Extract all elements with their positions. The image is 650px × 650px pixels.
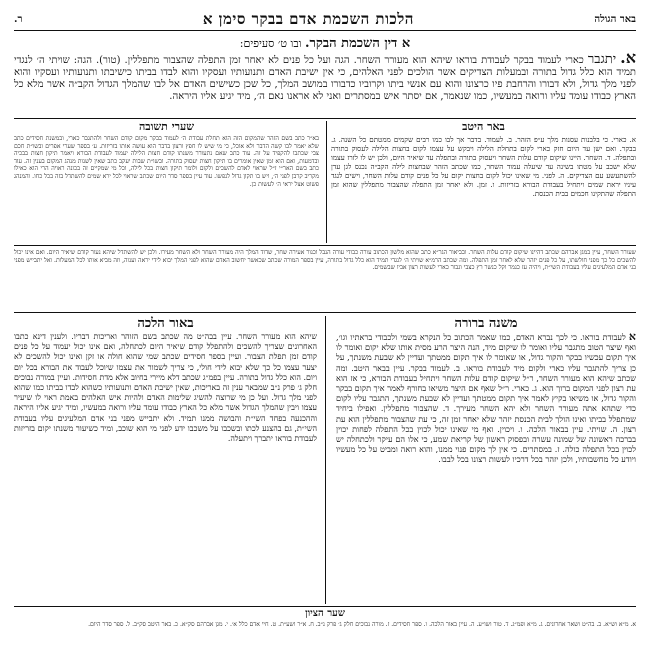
divider bbox=[14, 118, 636, 119]
running-header bbox=[14, 8, 636, 31]
column-divider bbox=[326, 121, 327, 243]
page-mark: ר. bbox=[14, 13, 23, 25]
page-title: הלכות השכמת אדם בבקר סימן א bbox=[202, 9, 414, 28]
biur-halacha-text: שיהא הוא מעורר השחר. עיין בבה״ט מה שכתב בשם הזוהר ואריכות דבריו. ולענין דינא כתבו האחרונים שצריך להשכים ולהתפלל קודם שיאיר היום לכתחלה, ואם אינו יכול יעמוד על כל פנים קודם זמן תפלת הצבור. ועיין בספר חסידים שכתב שמי שהוא חולה או זקן ואינו יכול להשכים לא יצער עצמו כל כך שלא יבוא לידי חולי, כי צריך לשמור את עצמו שיוכל לעבוד את הבורא בכל יום ויום. הוא כלל גדול בתורה. עיין בפמ״ג שכתב דלא מיירי בחיוב אלא מדת חסידות. ועיין במורה נבוכים חלק ג׳ פרק נ״ב שמבאר ענין זה באריכות, שאין ישיבת האדם ותנועותיו כשהוא לבדו בביתו כמו שהוא לפני מלך גדול. ועל כן מי שרוצה להשיג שלימות האדם ולהיות איש האלהים באמת ראוי לו שיעיר עצמו ויבין שהמלך הגדול אשר מלא כל הארץ כבודו עומד עליו ורואה במעשיו, ומיד יגיע אליו היראה וההכנעה בפחד השי״ת והבושה ממנו תמיד. ולא יתבייש מפני בני אדם המלעיגים עליו בעבודת השי״ת, גם בהצנע לכתו ובשכבו על משכבו ידע לפני מי הוא שוכב, ומיד כשיעור משנתו יקום בזריזות לעבודת בוראו יתברך ויתעלה. bbox=[14, 332, 317, 444]
mishna-berura-text bbox=[336, 332, 636, 602]
main-text bbox=[14, 48, 636, 103]
divider bbox=[14, 606, 636, 607]
mishna-berura-title: משנה ברורה bbox=[454, 316, 518, 331]
main-body: כארי לעמוד בבקר לעבודת בוראו שיהא הוא מעורר השחר. הגה ועל כל פנים לא יאחר זמן התפלה שהצבור מתפללין. (טור). הגה: שויתי ה׳ לנגדי תמיד הוא כלל גדול בתורה ובמעלות הצדיקים אשר הולכים לפני האלהים, כי אין ישיבת האדם ותנועותיו ועסקיו והוא לבדו בביתו כישיבתו ותנועותיו ועסקיו והוא לפני מלך גדול, ולא דבורו והרחבת פיו כרצונו והוא עם אנשי ביתו וקרוביו כדבורו במושב המלך, כל שכן כשישים האדם אל לבו שהמלך הגדול הקב״ה אשר מלא כל הארץ כבודו עומד עליו ורואה במעשיו, כמו שנאמר, אם יסתר איש במסתרים ואני לא אראנו נאם ה׳, מיד יגיע אליו היראה. bbox=[14, 55, 636, 102]
siman-count: ובו ט׳ סעיפים: bbox=[239, 37, 302, 50]
beer-heitev-title: באר היטב bbox=[462, 120, 505, 133]
wide-commentary: שעורר השחר, עיין במגן אברהם שכתב דהיינו שיקום קודם עלות השחר. ובביאור הגר״א כתב שהוא מלשון הכתוב עורה כבודי עורה הנבל וכנור אעירה שחר, שדוד המלך היה מעורר השחר ולא השחר מעירו. ולכן יש להשתדל שיהא נעור קודם שיאיר היום. ואם אינו יכול להשכים כל כך מפני חולשתו, על כל פנים יזהר שלא לאחר זמן התפלה. ומה שכתב הרמ״א שויתי ה׳ לנגדי תמיד הוא כלל גדול בתורה, עיין בספר המורה שכתב שכאשר יחשוב האדם שהוא לפני המלך יבוא לידי יראה וענוה, וזה מביא אותו לכל המעלות. ואל יתבייש מפני בני אדם המלעיגים עליו בעבודת השי״ת, ויהיה עז כנמר וקל כנשר רץ כצבי וגבור כארי לעשות רצון אביו שבשמים. bbox=[14, 249, 636, 272]
siman-heading bbox=[14, 35, 636, 51]
shaar-hatziyun-text: א. מ״א וש״א. ב. בה״ט ושאר אחרונים. ג. מ״א ופמ״ג. ד. טור ושו״ע. ה. עיין באור הלכה. ו. ספר חסידים. ז. מורה נבוכים חלק ג׳ פרק נ״ב. ח. א״ר ושע״ת. ט. חיי אדם כלל א׳. י. מגן אברהם סק״א. כ. באר היטב סק״ב. ל. ספר סדר היום. bbox=[88, 621, 636, 628]
shaarei-teshuva-title: שערי תשובה bbox=[138, 120, 195, 133]
main-first-word: יתגבר bbox=[587, 52, 617, 67]
shaarei-teshuva-text: בא״ר כתב בשם הזהר שהמקום הזה הוא תחלת עבודת ה׳ לעמוד בבקר מקום קודם השחר ולהתגבר כארי, ובמשנת חסידים כתב שלא יאמר לבו קשה הדבר ולא אוכל, כי מי שיש לו חפץ ורצון בדבר הוא עושה אותו בזריזות. ע׳ בספר שערי אפרים ובשו״ת חכם צבי שכתבו להקפיד על זה. עוד כתב שאם נתעורר משנתו קודם חצות הלילה יעמוד לעבודת הבורא ויאמר תיקון חצות בבכיה ובדמעות, ואם הוא זמן שאין אומרים בו תיקון חצות יעסוק בתורה. ובשו״ת שבות יעקב כתב שאין לשנות מנהג המקום בענין זה. עוד כתב בשם האר״י ז״ל שראוי לאדם להשכים ולקום ולומר תיקון חצות בכל לילה, וכל מי שמקיים זה בכונה ראויה הרי הוא כאילו מקריב קרבן לפני ה׳, ויש בו תקון גדול לנפשו. עוד עיין בספר סדר היום שכתב שראוי לכל ירא שמים להשתדל בזה בכל כחו. והמנהג פשוט אצל יראי ה׳ לעשות כן. bbox=[14, 135, 319, 188]
page bbox=[14, 8, 636, 644]
biur-halacha-title: באור הלכה bbox=[137, 316, 194, 331]
right-label: באר הגולה bbox=[594, 13, 636, 25]
shaar-hatziyun-title: שער הציון bbox=[305, 608, 345, 619]
beer-heitev-text: א. כארי. כי בלבנות עסנות מלך ע״פ הזהר. ב. לעמוד. בדבר אך לבו כמו רבים שקמים ממטתם כל השנה. ג. בבקר. ואם ישן עד היום חזק כארי לקום בתחלת הלילה ויבקש על עצמו לקום בחצות הלילה לעסוק בתורה ובתפלה. ד. השחר. היינו שיקום קודם עלות השחר ויעסוק בתורה ובתפלה עד שיאיר היום, ולכן יש לו לזרז עצמו שלא ישכב על מטתו בשינה עד שיעלה עמוד השחר, כמו שכתב הזהר שבחצות לילה הקב״ה נכנס לגן עדן להשתעשע עם הצדיקים. ה. לפני. מי שאינו יכול לקום בחצות יקום על כל פנים קודם עלות השחר, וישים לנגד עיניו יראת שמים ויתחיל בעבודת הבורא בזריזות. ו. זמן. ולא יאחר זמן התפלה שהצבור מתפללין שהוא זמן התפלה שהתקינו חכמים בבית הכנסת. bbox=[331, 135, 636, 198]
main-lead: א. bbox=[620, 48, 636, 67]
column-divider bbox=[325, 316, 326, 604]
divider bbox=[14, 245, 636, 246]
mishna-berura-lead: א bbox=[628, 332, 636, 343]
siman-label: א דין השכמת הבקר. bbox=[305, 36, 411, 51]
mishna-berura-body: לעבודת בוראו. כי לכך נברא האדם, כמו שאמר הכתוב כל הנקרא בשמי ולכבודי בראתיו וגו׳, ואף שיצר הטוב מתגבר עליו ואומר לו שיקום מיד, הנה היצר הרע מסית אותו שלא יקום ואומר לו איך תקום עכשיו בבקר והקור גדול, או שאומר לו איך תקום ממטתך ועדיין לא שבעת משנתך, על כן צריך להתגבר עליו כארי ולקום מיד לעבודת בוראו. ב. לעמוד בבקר. עיין בבאר היטב. ומה שכתב שיהא הוא מעורר השחר, ר״ל שיקום קודם עלות השחר ויתחיל בעבודת הבורא, כי אז הוא עת רצון לפני המקום ברוך הוא. ג. כארי. ר״ל שאף אם היצר משיאו בחורף לאמר איך תקום בבקר והקור גדול, או משיאו בקיץ לאמר איך תקום ממטתך ועדיין לא שבעת משנתך, התגבר עליו לקום כדי שתהא אתה מעורר השחר ולא יהא השחר מעירך. ד. שהצבור מתפללין. ואפילו ביחיד שמתפלל בביתו ואינו הולך לבית הכנסת יזהר שלא יאחר זמן זה, כי עת שהצבור מתפללין הוא עת רצון. ה. שויתי. עיין בבאור הלכה. ו. ויכוין. ואף מי שאינו יכול לכוין בכל התפלה לפחות יכוין בברכה ראשונה של שמונה עשרה ובפסוק ראשון של קריאת שמע, כי אלו הם עיקר ולכתחלה יש לכוין בכל התפלה כולה. ז. במסתרים. כי אין לך מקום פנוי ממנו, והוא רואה ומביט על כל מעשיו ויודע כל מחשבותיו, ולכן יזהר בכל דרכיו לעשות רצונו בכל לבבו. bbox=[336, 332, 636, 465]
divider bbox=[14, 312, 636, 313]
